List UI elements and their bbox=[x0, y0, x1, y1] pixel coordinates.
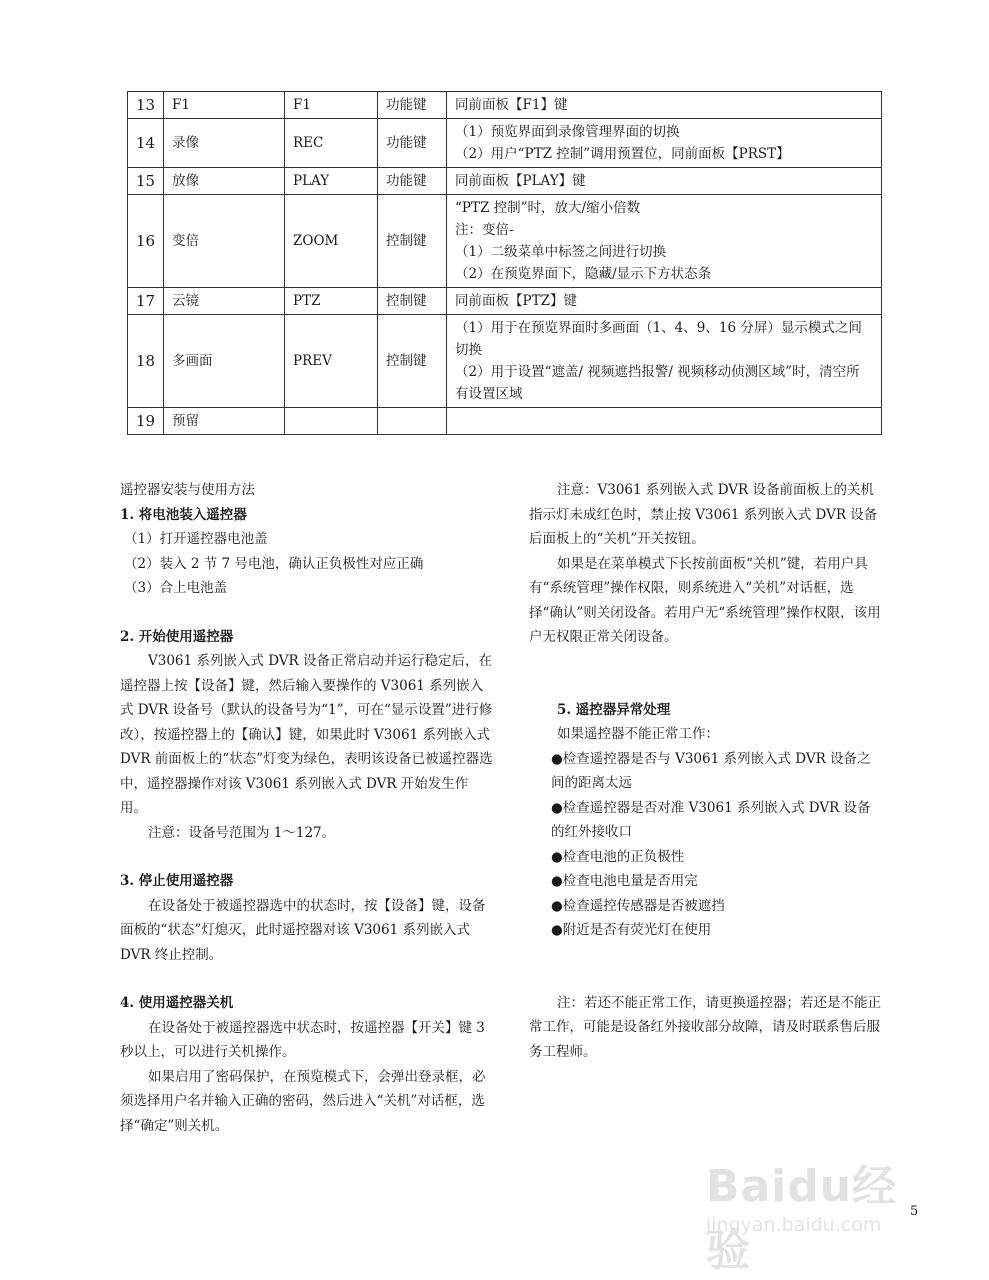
key-description-cell bbox=[447, 288, 882, 315]
key-name-cell: 云镜 bbox=[164, 288, 285, 315]
key-number-cell: 16 bbox=[128, 195, 164, 288]
description-line: （2）用户“PTZ 控制”调用预置位，同前面板【PRST】 bbox=[455, 146, 790, 162]
section-4-heading: 4. 使用遥控器关机 bbox=[120, 995, 234, 1011]
section-5-heading: 5. 遥控器异常处理 bbox=[557, 701, 671, 718]
section-3-heading: 3. 停止使用遥控器 bbox=[120, 873, 234, 889]
section-1-heading: 1. 将电池装入遥控器 bbox=[120, 506, 247, 523]
key-name-cell: 预留 bbox=[164, 408, 285, 435]
key-code-cell: ZOOM bbox=[285, 195, 378, 288]
table-row bbox=[128, 315, 882, 408]
key-type-cell: 控制键 bbox=[378, 195, 447, 288]
key-description-cell bbox=[447, 315, 882, 408]
description-line: “PTZ 控制”时，放大/缩小倍数 bbox=[455, 200, 641, 216]
key-type-cell: 控制键 bbox=[378, 315, 447, 408]
description-line: （1）预览界面到录像管理界面的切换 bbox=[455, 124, 680, 140]
key-code-cell: F1 bbox=[285, 92, 378, 119]
description-line: 注：变倍- bbox=[455, 222, 514, 238]
bullet-item: ●检查电池电量是否用完 bbox=[551, 873, 698, 889]
table-row bbox=[128, 168, 882, 195]
paragraph: 如果启用了密码保护，在预览模式下，会弹出登录框，必须选择用户名并输入正确的密码，然后进入“关机”对话框，选择“确定”则关机。 bbox=[120, 1068, 486, 1134]
key-code-cell bbox=[285, 408, 378, 435]
description-line: 同前面板【PLAY】键 bbox=[455, 173, 586, 189]
list-item: （1）打开遥控器电池盖 bbox=[124, 531, 268, 547]
paragraph: V3061 系列嵌入式 DVR 设备正常启动并运行稳定后，在遥控器上按【设备】键，然后输入要操作的 V3061 系列嵌入式 DVR 设备号（默认的设备号为“1”，可在“显示设置”进行修改），按遥控器上的【确认】键，如果此时 V3061 系列嵌入式 DVR 前面板上的“状态”灯变为绿色，表明该设备已被遥控器选中，遥控器操作对该 V3061 系列嵌入式 DVR 开始发生作用。 bbox=[120, 653, 493, 816]
description-line bbox=[455, 410, 873, 432]
key-description-cell bbox=[447, 195, 882, 288]
paragraph: 在设备处于被遥控器选中的状态时，按【设备】键，设备面板的“状态”灯熄灭，此时遥控器对该 V3061 系列嵌入式 DVR 终止控制。 bbox=[120, 897, 486, 963]
key-number-cell: 13 bbox=[128, 92, 164, 119]
paragraph: 在设备处于被遥控器选中状态时，按遥控器【开关】键 3 秒以上，可以进行关机操作。 bbox=[120, 1019, 485, 1060]
right-column bbox=[529, 478, 884, 1064]
key-type-cell: 控制键 bbox=[378, 288, 447, 315]
paragraph: 如果是在菜单模式下长按前面板“关机”键，若用户具有“系统管理”操作权限，则系统进入“关机”对话框，选择“确认”则关闭设备。若用户无“系统管理”操作权限，该用户无权限正常关闭设备。 bbox=[529, 555, 881, 645]
key-number-cell: 15 bbox=[128, 168, 164, 195]
key-type-cell: 功能键 bbox=[378, 92, 447, 119]
key-number-cell: 14 bbox=[128, 119, 164, 168]
paragraph: 注意：设备号范围为 1～127。 bbox=[148, 824, 336, 841]
watermark-url: jingyan.baidu.com bbox=[706, 1214, 882, 1236]
description-line: 同前面板【F1】键 bbox=[455, 97, 568, 113]
key-description-cell bbox=[447, 92, 882, 119]
key-name-cell: 多画面 bbox=[164, 315, 285, 408]
table-row bbox=[128, 288, 882, 315]
key-table bbox=[127, 91, 882, 435]
section-2-heading: 2. 开始使用遥控器 bbox=[120, 628, 234, 645]
watermark bbox=[702, 1122, 942, 1276]
paragraph: 如果遥控器不能正常工作： bbox=[557, 726, 719, 742]
left-column bbox=[120, 478, 493, 1138]
description-line: （1）二级菜单中标签之间进行切换 bbox=[455, 244, 667, 260]
key-code-cell: REC bbox=[285, 119, 378, 168]
key-type-cell: 功能键 bbox=[378, 119, 447, 168]
bullet-item: ●检查电池的正负极性 bbox=[551, 848, 685, 865]
watermark-logo: Baidu经验 bbox=[706, 1161, 898, 1276]
key-description-cell bbox=[447, 119, 882, 168]
key-name-cell: F1 bbox=[164, 92, 285, 119]
description-line: （1）用于在预览界面时多画面（1、4、9、16 分屏）显示模式之间切换 bbox=[455, 320, 862, 358]
description-line: 同前面板【PTZ】键 bbox=[455, 293, 577, 309]
key-number-cell: 19 bbox=[128, 408, 164, 435]
key-description-cell bbox=[447, 168, 882, 195]
key-number-cell: 17 bbox=[128, 288, 164, 315]
list-item: （3）合上电池盖 bbox=[124, 580, 228, 596]
bullet-item: ●附近是否有荧光灯在使用 bbox=[551, 922, 712, 938]
key-description-cell bbox=[447, 408, 882, 435]
table-row bbox=[128, 119, 882, 168]
bullet-item: ●检查遥控传感器是否被遮挡 bbox=[551, 897, 725, 914]
key-table-body bbox=[128, 92, 882, 435]
key-code-cell: PLAY bbox=[285, 168, 378, 195]
table-row bbox=[128, 92, 882, 119]
section-title: 遥控器安装与使用方法 bbox=[120, 482, 255, 498]
description-line: （2）用于设置“遮盖/ 视频遮挡报警/ 视频移动侦测区域”时，清空所有设置区域 bbox=[455, 364, 860, 402]
paragraph: 注意：V3061 系列嵌入式 DVR 设备前面板上的关机指示灯未成红色时，禁止按 V3061 系列嵌入式 DVR 设备后面板上的“关机”开关按钮。 bbox=[529, 482, 878, 547]
description-line: （2）在预览界面下，隐藏/显示下方状态条 bbox=[455, 266, 712, 282]
key-type-cell: 功能键 bbox=[378, 168, 447, 195]
table-row bbox=[128, 408, 882, 435]
key-code-cell: PREV bbox=[285, 315, 378, 408]
note-paragraph: 注：若还不能正常工作，请更换遥控器；若还是不能正常工作，可能是设备红外接收部分故障，请及时联系售后服务工程师。 bbox=[529, 994, 881, 1060]
key-number-cell: 18 bbox=[128, 315, 164, 408]
bullet-item: ●检查遥控器是否对准 V3061 系列嵌入式 DVR 设备的红外接收口 bbox=[551, 799, 871, 840]
key-type-cell bbox=[378, 408, 447, 435]
key-code-cell: PTZ bbox=[285, 288, 378, 315]
table-row bbox=[128, 195, 882, 288]
key-name-cell: 变倍 bbox=[164, 195, 285, 288]
key-name-cell: 录像 bbox=[164, 119, 285, 168]
key-name-cell: 放像 bbox=[164, 168, 285, 195]
list-item: （2）装入 2 节 7 号电池，确认正负极性对应正确 bbox=[124, 555, 424, 572]
bullet-item: ●检查遥控器是否与 V3061 系列嵌入式 DVR 设备之间的距离太远 bbox=[551, 750, 871, 791]
page-number: 5 bbox=[910, 1204, 919, 1219]
